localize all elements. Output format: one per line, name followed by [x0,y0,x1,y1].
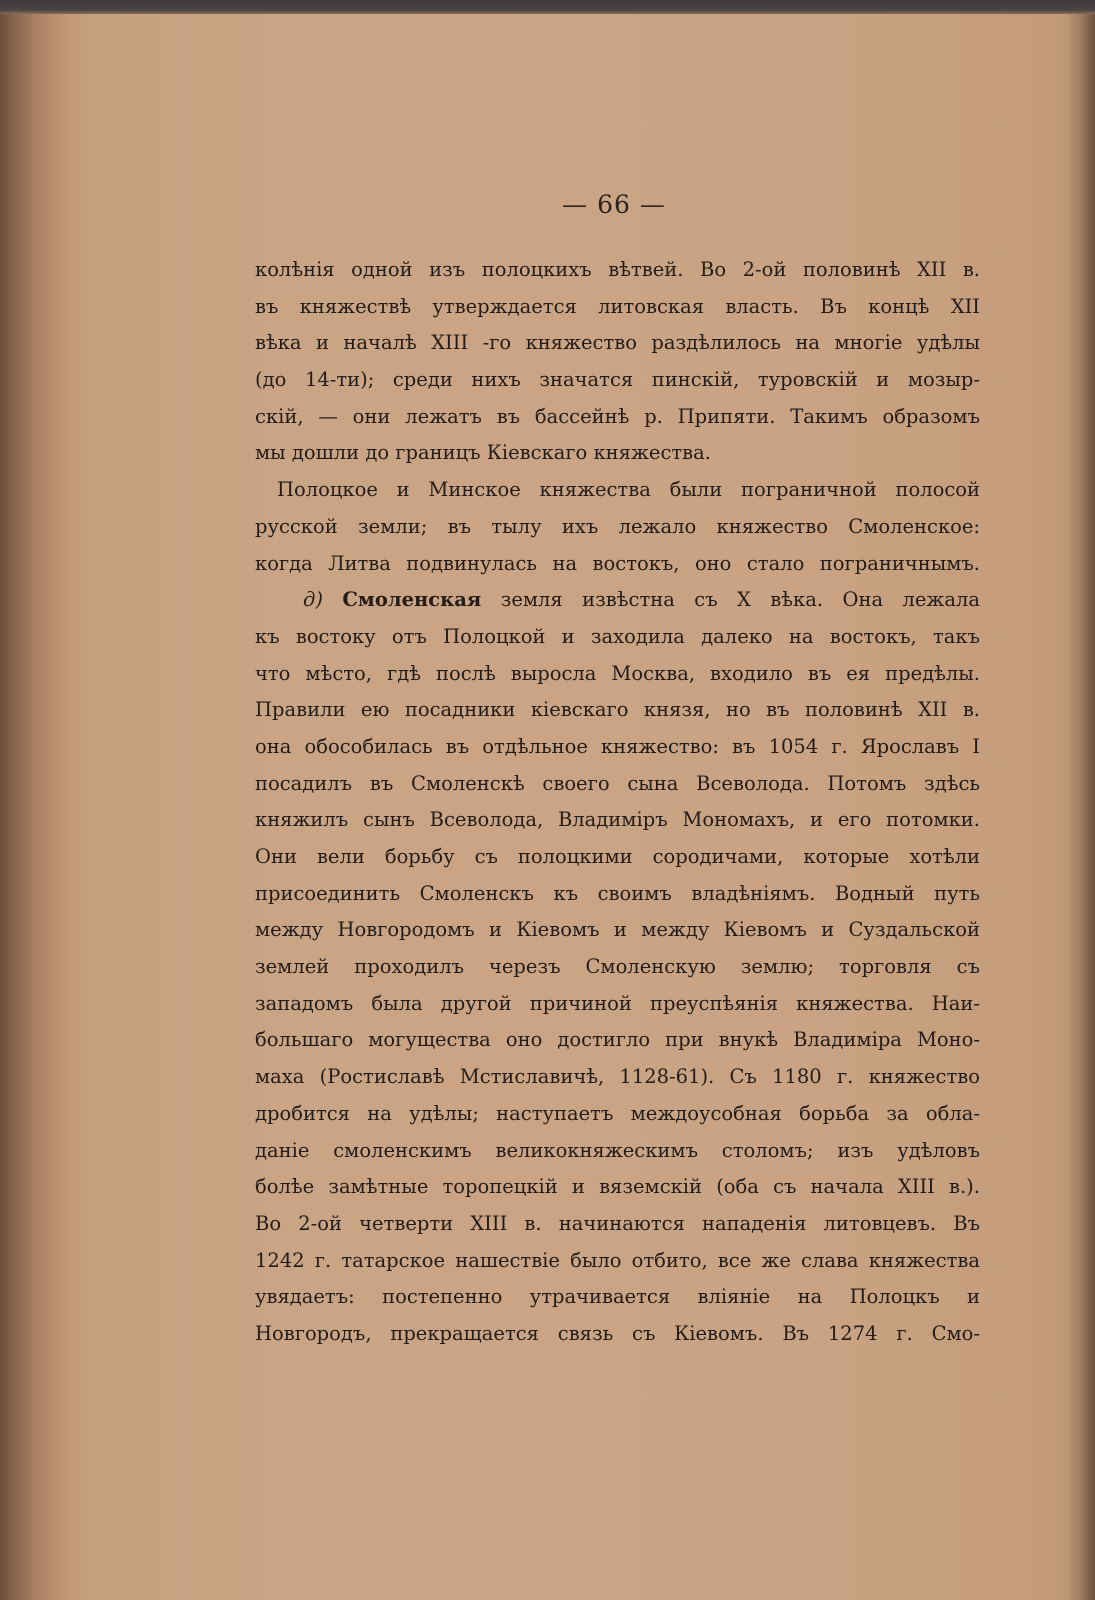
text-line: колѣнія одной изъ полоцкихъ вѣтвей. Во 2-ой половинѣ XII в. [255,258,980,281]
text-line: 1242 г. татарское нашествіе было отбито, все же слава княжества [255,1248,980,1272]
text-line: между Новгородомъ и Кіевомъ и между Кіевомъ и Суздальской [255,918,980,942]
text-line: большаго могущества оно достигло при внукѣ Владиміра Моно- [255,1028,980,1052]
text-line: Новгородъ, прекращается связь съ Кіевомъ. Въ 1274 г. Смо- [255,1321,980,1345]
text-line: она обособилась въ отдѣльное княжество: въ 1054 г. Ярославъ I [255,734,980,758]
section-heading-line [255,582,980,619]
text-line: мы дошли до границъ Кіевскаго княжества. [255,441,711,465]
text-line: Полоцкое и Минское княжества были пограничной полосой [277,478,980,502]
text-line: русской земли; въ тылу ихъ лежало княжество Смоленское: [255,514,980,538]
section-marker: д) [303,588,323,612]
text-line: дробится на удѣлы; наступаетъ междоусобная борьба за обла- [255,1101,980,1125]
text-line: что мѣсто, гдѣ послѣ выросла Москва, входило въ ея предѣлы. [255,661,980,685]
text-line: (до 14-ти); среди нихъ значатся пинскій, туровскій и мозыр- [255,368,980,392]
page-binding-edge [0,14,70,1600]
page-number: — 66 — [562,190,666,219]
text-line: даніе смоленскимъ великокняжескимъ столомъ; изъ удѣловъ [255,1138,980,1162]
text-line: увядаетъ: постепенно утрачивается вліяніе на Полоцкъ и [255,1285,980,1309]
text-line: Во 2-ой четверти XIII в. начинаются нападенія литовцевъ. Въ [255,1211,980,1235]
text-line: къ востоку отъ Полоцкой и заходила далеко на востокъ, такъ [255,624,980,648]
text-line: посадилъ въ Смоленскѣ своего сына Всеволода. Потомъ здѣсь [255,771,980,795]
text-line: болѣе замѣтные торопецкій и вяземскій (оба съ начала XIII в.). [255,1175,980,1199]
text-line: землей проходилъ черезъ Смоленскую землю; торговля съ [255,955,980,979]
text-line: Они вели борьбу съ полоцкими сородичами, которые хотѣли [255,845,980,868]
page-right-edge [1067,14,1095,1600]
text-line: княжилъ сынъ Всеволода, Владиміръ Мономахъ, и его потомки. [255,808,980,832]
text-line: когда Литва подвинулась на востокъ, оно стало пограничнымъ. [255,551,980,575]
section-title: Смоленская [342,588,482,612]
text-line: въ княжествѣ утверждается литовская власть. Въ концѣ XII [255,294,980,318]
text-line: присоединить Смоленскъ къ своимъ владѣніямъ. Водный путь [255,881,980,905]
text-line: западомъ была другой причиной преуспѣянія княжества. Наи- [255,991,980,1015]
page-top-edge [0,0,1095,14]
text-line: Правили ею посадники кіевскаго князя, но въ половинѣ XII в. [255,698,980,722]
text-line: вѣка и началѣ XIII -го княжество раздѣлилось на многіе удѣлы [255,331,980,355]
body-text [255,252,980,1353]
section-first-line-text: земля извѣстна съ X вѣка. Она лежала [500,588,980,612]
text-line: маха (Ростиславѣ Мстиславичѣ, 1128-61). Съ 1180 г. княжество [255,1065,980,1089]
text-line: скій, — они лежатъ въ бассейнѣ р. Припяти. Такимъ образомъ [255,404,980,428]
